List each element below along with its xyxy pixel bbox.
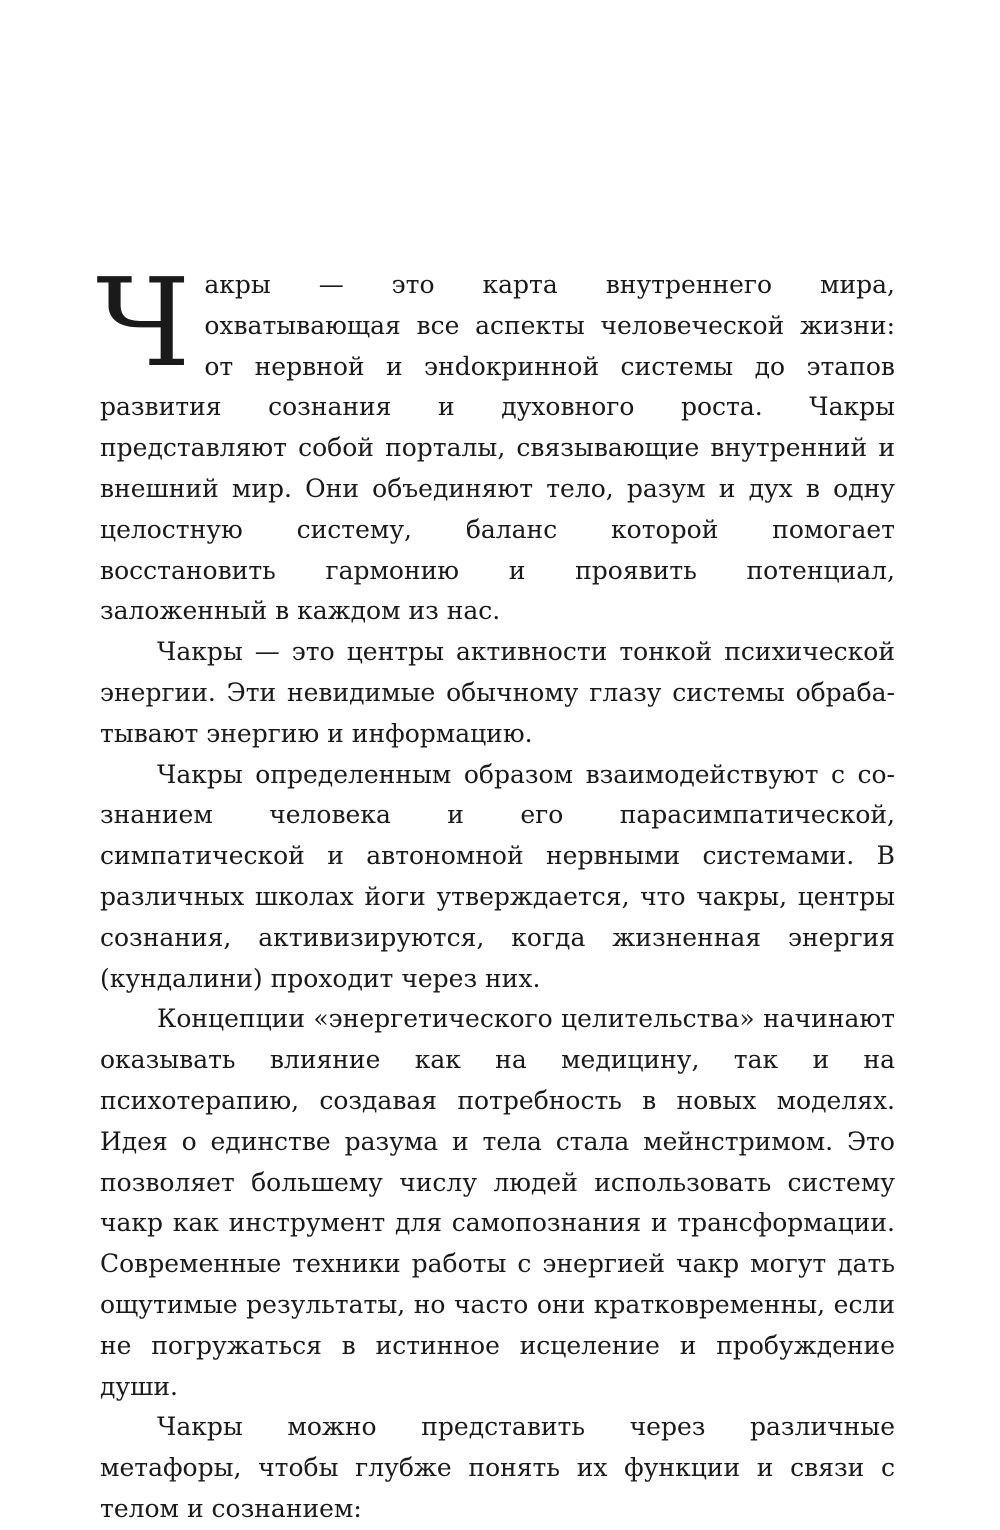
paragraph-2: Чакры — это центры активности тонкой психической энергии. Эти невидимые обычному глазу системы обрабатывают энергию и информацию. bbox=[100, 637, 895, 748]
paragraph-1-text: акры — это карта внутреннего мира, охватывающая все аспекты человеческой жизни: от нервной и энdокринной системы до этапов развития сознания и духовного роста. Чакры представляют собой порталы, связывающие внутренний и внешний мир. Они объединяют тело, разум и дух в одну целостную систему, баланс которой помогает восстановить гармонию и проявить потенциал, заложенный в каждом из нас. bbox=[100, 270, 895, 626]
paragraph-4: Концепции «энергетического целительства» начинают оказывать влияние как на медицину, так и на психотерапию, создавая потребность в новых моделях. Идея о единстве разума и тела стала мейнстримом. Это позволяет большему числу людей использовать систему чакр как инструмент для самопознания и трансформации. Современные техники работы с энергией чакр могут дать ощутимые результаты, но часто они кратковременны, если не погружаться в истинное исцеление и пробуждение души. bbox=[100, 1004, 895, 1401]
body-text bbox=[96, 252, 895, 1530]
paragraph-1 bbox=[96, 252, 895, 632]
paragraph-5: Чакры можно представить через различные метафоры, чтобы глубже понять их функции и связи с телом и сознанием: bbox=[100, 1412, 895, 1523]
drop-cap-letter: Ч bbox=[96, 252, 191, 394]
paragraph-3: Чакры определенным образом взаимодействуют с сознанием человека и его парасимпатической, симпатической и автономной нервными системами. В различных школах йоги утверждается, что чакры, центры сознания, активизируются, когда жизненная энергия (кундалини) проходит через них. bbox=[100, 759, 895, 993]
